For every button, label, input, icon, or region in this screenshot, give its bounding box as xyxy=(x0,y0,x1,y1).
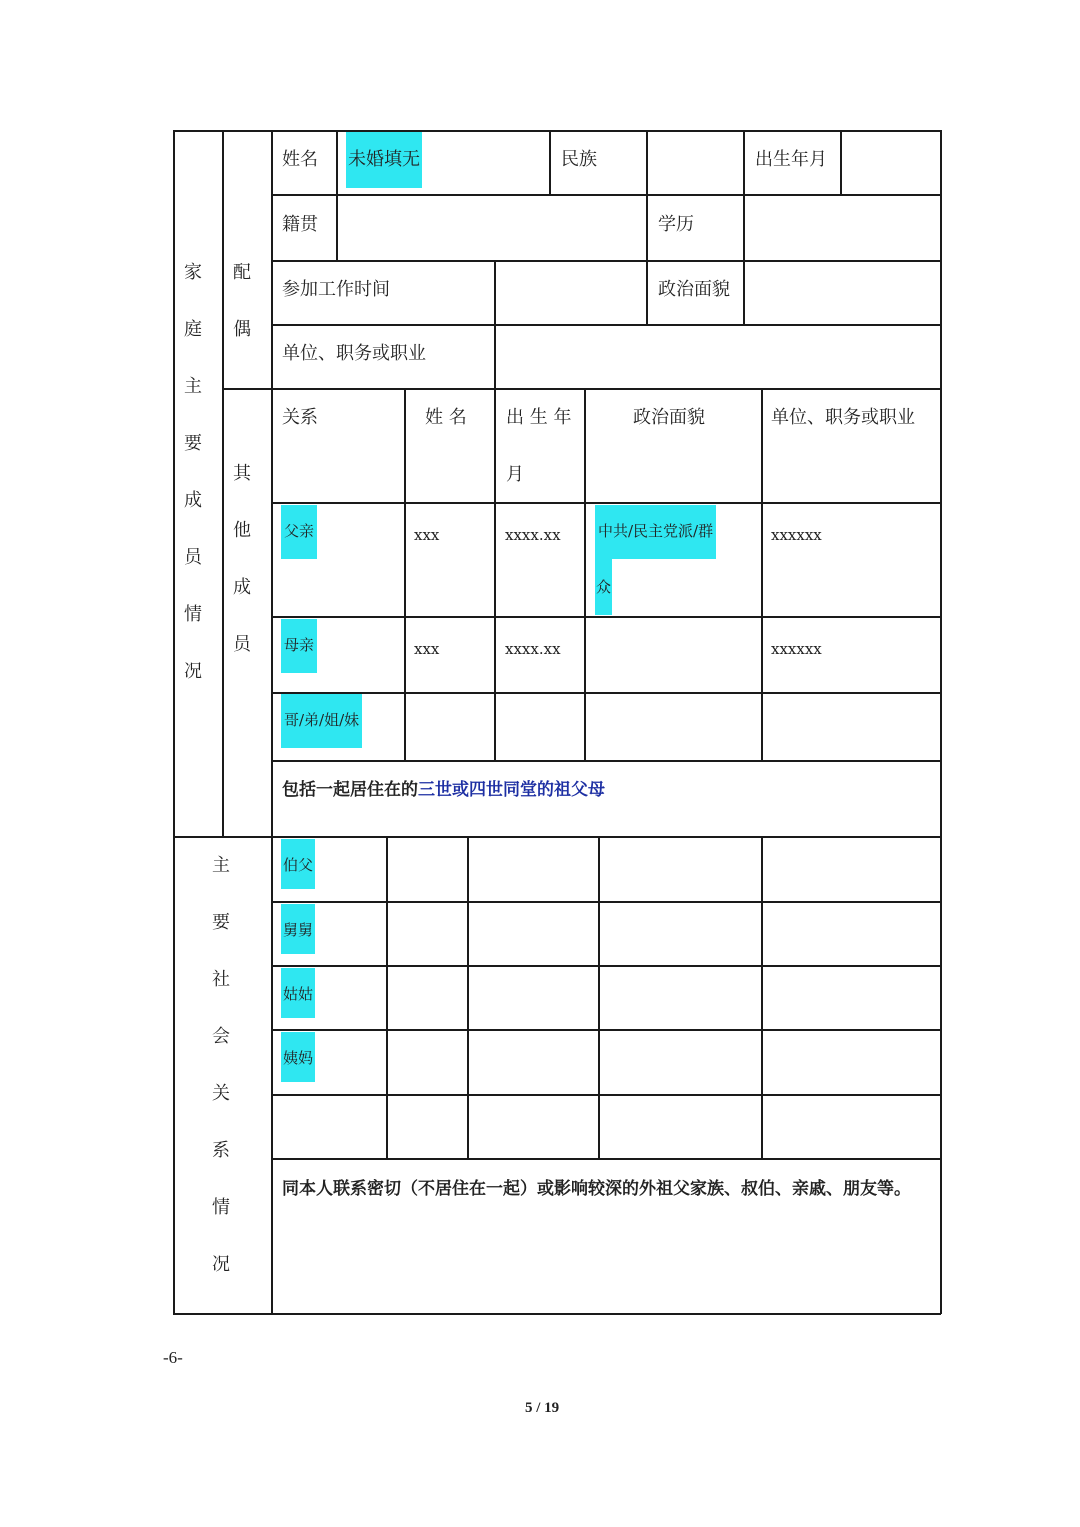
social-row-uncle-paternal[interactable]: 伯父 xyxy=(281,839,315,889)
page-count: 5 / 19 xyxy=(525,1400,560,1416)
header-political: 政治面貌 xyxy=(633,407,705,428)
others-label: 其 他 成 员 xyxy=(233,463,251,655)
header-unit: 单位、职务或职业 xyxy=(771,407,915,428)
family-section-title: 家 庭 主 要 成 员 情 况 xyxy=(184,262,202,682)
family-note xyxy=(282,778,605,802)
row-mother-birth[interactable]: xxxx.xx xyxy=(505,640,561,658)
row-father-unit[interactable]: xxxxxx xyxy=(771,526,822,544)
row-father-political-line1[interactable]: 中共/民主党派/群 xyxy=(595,505,716,559)
row-father-birth[interactable]: xxxx.xx xyxy=(505,526,561,544)
spouse-name-label: 姓名 xyxy=(282,149,318,170)
spouse-birth-label: 出生年月 xyxy=(755,149,827,170)
header-birth-line2: 月 xyxy=(506,464,524,485)
social-row-uncle-maternal[interactable]: 舅舅 xyxy=(281,904,315,954)
spouse-name-value[interactable]: 未婚填无 xyxy=(346,132,422,188)
social-section-title: 主 要 社 会 关 系 情 况 xyxy=(212,855,230,1275)
page-mark: -6- xyxy=(163,1348,183,1367)
row-mother-relation[interactable]: 母亲 xyxy=(281,619,317,673)
header-birth-line1: 出 生 年 xyxy=(506,407,572,428)
spouse-work-start-label: 参加工作时间 xyxy=(282,279,390,300)
spouse-unit-label: 单位、职务或职业 xyxy=(282,343,426,364)
spouse-native-place-label: 籍贯 xyxy=(282,214,318,235)
social-row-aunt-maternal[interactable]: 姨妈 xyxy=(281,1032,315,1082)
family-note-highlight: 三世或四世同堂的祖父母 xyxy=(418,780,605,800)
social-note: 同本人联系密切（不居住在一起）或影响较深的外祖父家族、叔伯、亲戚、朋友等。 xyxy=(282,1179,911,1199)
family-note-prefix: 包括一起居住在的 xyxy=(282,780,418,800)
spouse-ethnicity-label: 民族 xyxy=(561,149,597,170)
spouse-education-label: 学历 xyxy=(658,214,694,235)
row-mother-unit[interactable]: xxxxxx xyxy=(771,640,822,658)
row-father-name[interactable]: xxx xyxy=(414,526,440,544)
header-relation: 关系 xyxy=(282,407,318,428)
spouse-label: 配 偶 xyxy=(233,262,251,340)
row-father-relation[interactable]: 父亲 xyxy=(281,505,317,559)
header-name: 姓 名 xyxy=(425,407,467,428)
row-mother-name[interactable]: xxx xyxy=(414,640,440,658)
social-row-aunt-paternal[interactable]: 姑姑 xyxy=(281,968,315,1018)
spouse-political-label: 政治面貌 xyxy=(658,279,730,300)
row-father-political-line2[interactable]: 众 xyxy=(595,559,612,615)
row-sibling-relation[interactable]: 哥/弟/姐/妹 xyxy=(281,694,362,748)
